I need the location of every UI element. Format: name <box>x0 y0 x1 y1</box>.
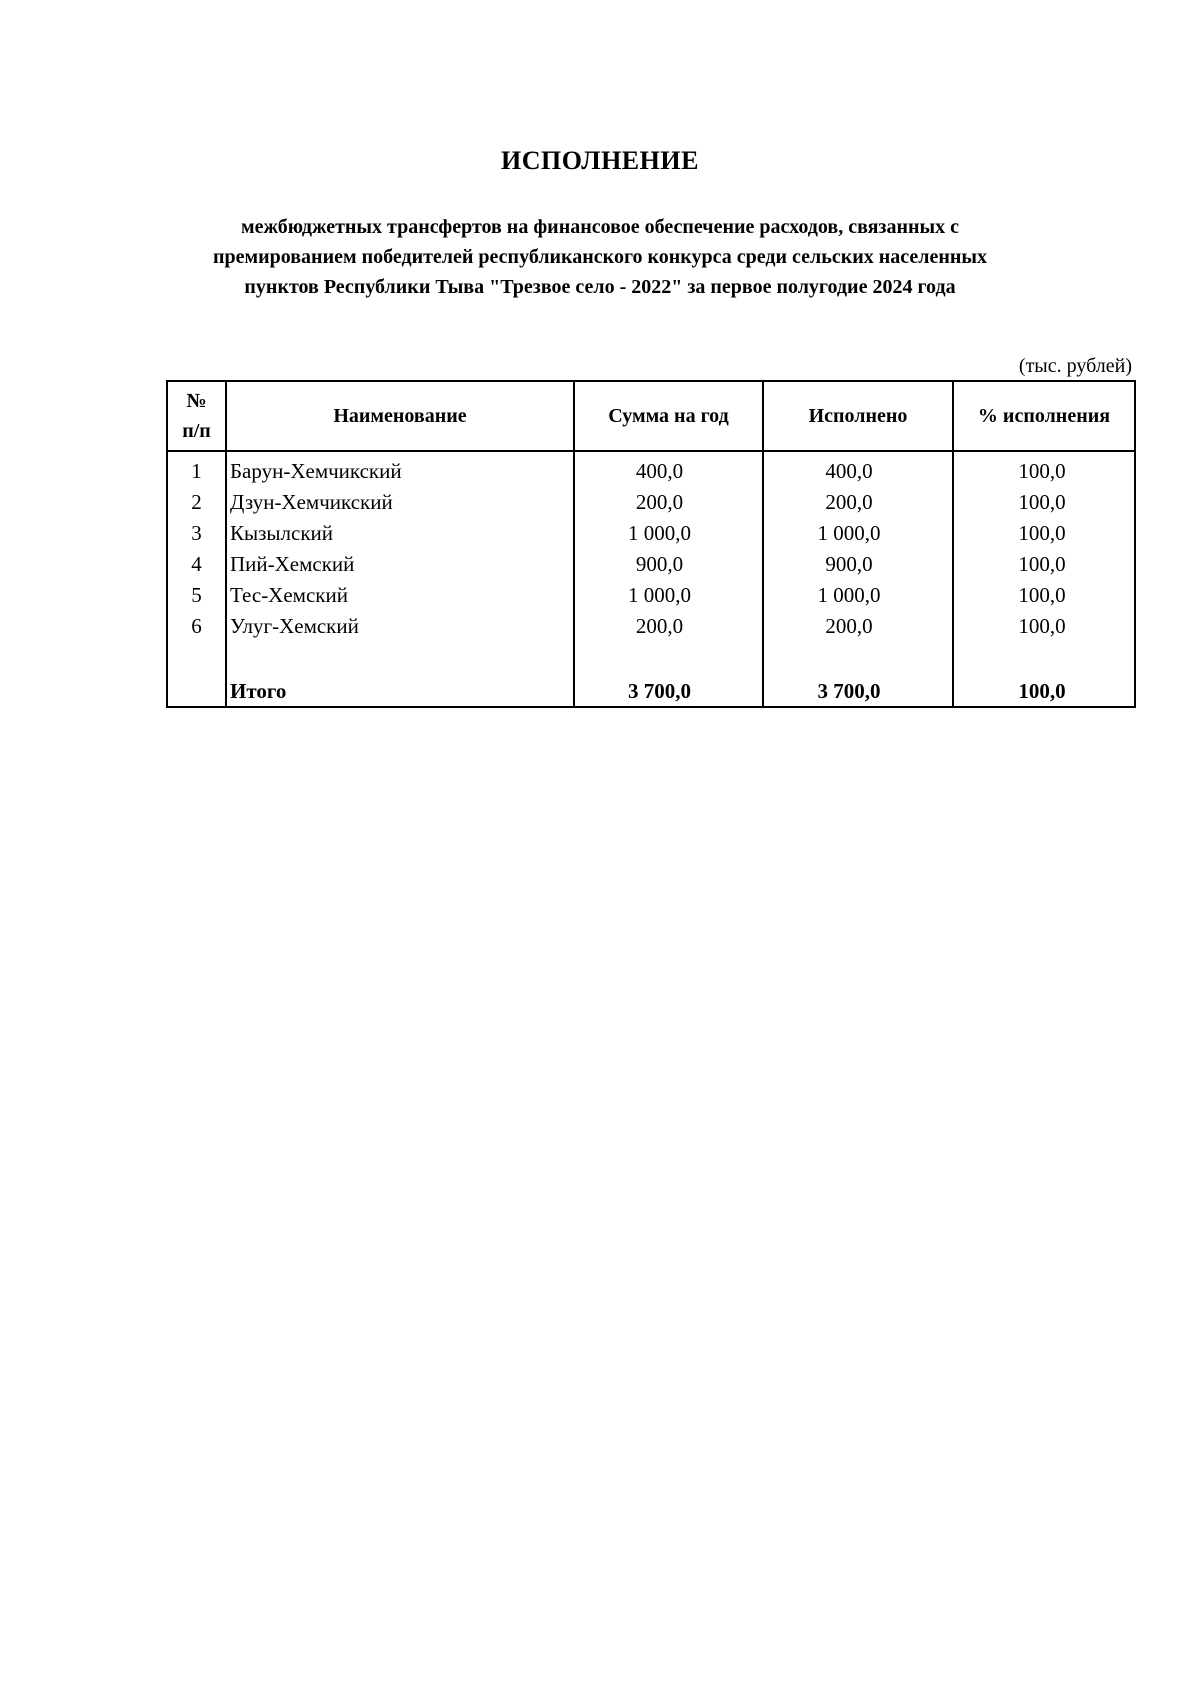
page-title: ИСПОЛНЕНИЕ <box>501 146 699 175</box>
subtitle-line: межбюджетных трансфертов на финансовое обеспечение расходов, связанных с <box>240 216 960 238</box>
row-number: 1 <box>167 451 226 487</box>
header-number-line1: № <box>186 390 207 412</box>
row-number: 2 <box>167 487 226 518</box>
table-row <box>167 451 1135 487</box>
header-name: Наименование <box>226 381 574 451</box>
table-header-row <box>167 381 1135 451</box>
row-executed: 1 000,0 <box>763 580 953 611</box>
table-row <box>167 580 1135 611</box>
row-percent: 100,0 <box>953 580 1135 611</box>
row-executed: 1 000,0 <box>763 518 953 549</box>
table-row <box>167 611 1135 642</box>
row-executed: 200,0 <box>763 487 953 518</box>
total-percent: 100,0 <box>953 676 1135 707</box>
row-executed: 400,0 <box>763 451 953 487</box>
total-annual: 3 700,0 <box>574 676 763 707</box>
table-row <box>167 549 1135 580</box>
row-annual: 400,0 <box>574 451 763 487</box>
row-number: 5 <box>167 580 226 611</box>
row-annual: 900,0 <box>574 549 763 580</box>
units-note: (тыс. рублей) <box>1018 355 1132 377</box>
table-spacer-row <box>167 642 1135 676</box>
row-percent: 100,0 <box>953 611 1135 642</box>
header-percent: % исполнения <box>953 381 1135 451</box>
row-number: 6 <box>167 611 226 642</box>
total-executed: 3 700,0 <box>763 676 953 707</box>
table-row <box>167 518 1135 549</box>
total-number <box>167 676 226 707</box>
row-executed: 900,0 <box>763 549 953 580</box>
row-annual: 200,0 <box>574 487 763 518</box>
row-annual: 1 000,0 <box>574 580 763 611</box>
total-label: Итого <box>226 676 574 707</box>
row-name: Барун-Хемчикский <box>226 451 574 487</box>
row-percent: 100,0 <box>953 451 1135 487</box>
row-name: Пий-Хемский <box>226 549 574 580</box>
row-percent: 100,0 <box>953 518 1135 549</box>
row-name: Тес-Хемский <box>226 580 574 611</box>
table-row <box>167 487 1135 518</box>
row-percent: 100,0 <box>953 487 1135 518</box>
row-name: Дзун-Хемчикский <box>226 487 574 518</box>
execution-table <box>166 380 1136 708</box>
header-number-line2: п/п <box>182 420 211 442</box>
row-annual: 200,0 <box>574 611 763 642</box>
subtitle-line: премированием победителей республиканского конкурса среди сельских населенных <box>212 246 988 268</box>
row-name: Кызылский <box>226 518 574 549</box>
header-number <box>167 381 226 451</box>
header-annual-sum: Сумма на год <box>574 381 763 451</box>
page-subtitle <box>150 212 1050 302</box>
row-name: Улуг-Хемский <box>226 611 574 642</box>
row-number: 3 <box>167 518 226 549</box>
row-percent: 100,0 <box>953 549 1135 580</box>
subtitle-line: пунктов Республики Тыва "Трезвое село - 2022" за первое полугодие 2024 года <box>244 276 956 298</box>
header-executed: Исполнено <box>763 381 953 451</box>
row-number: 4 <box>167 549 226 580</box>
table-total-row <box>167 676 1135 707</box>
row-annual: 1 000,0 <box>574 518 763 549</box>
row-executed: 200,0 <box>763 611 953 642</box>
